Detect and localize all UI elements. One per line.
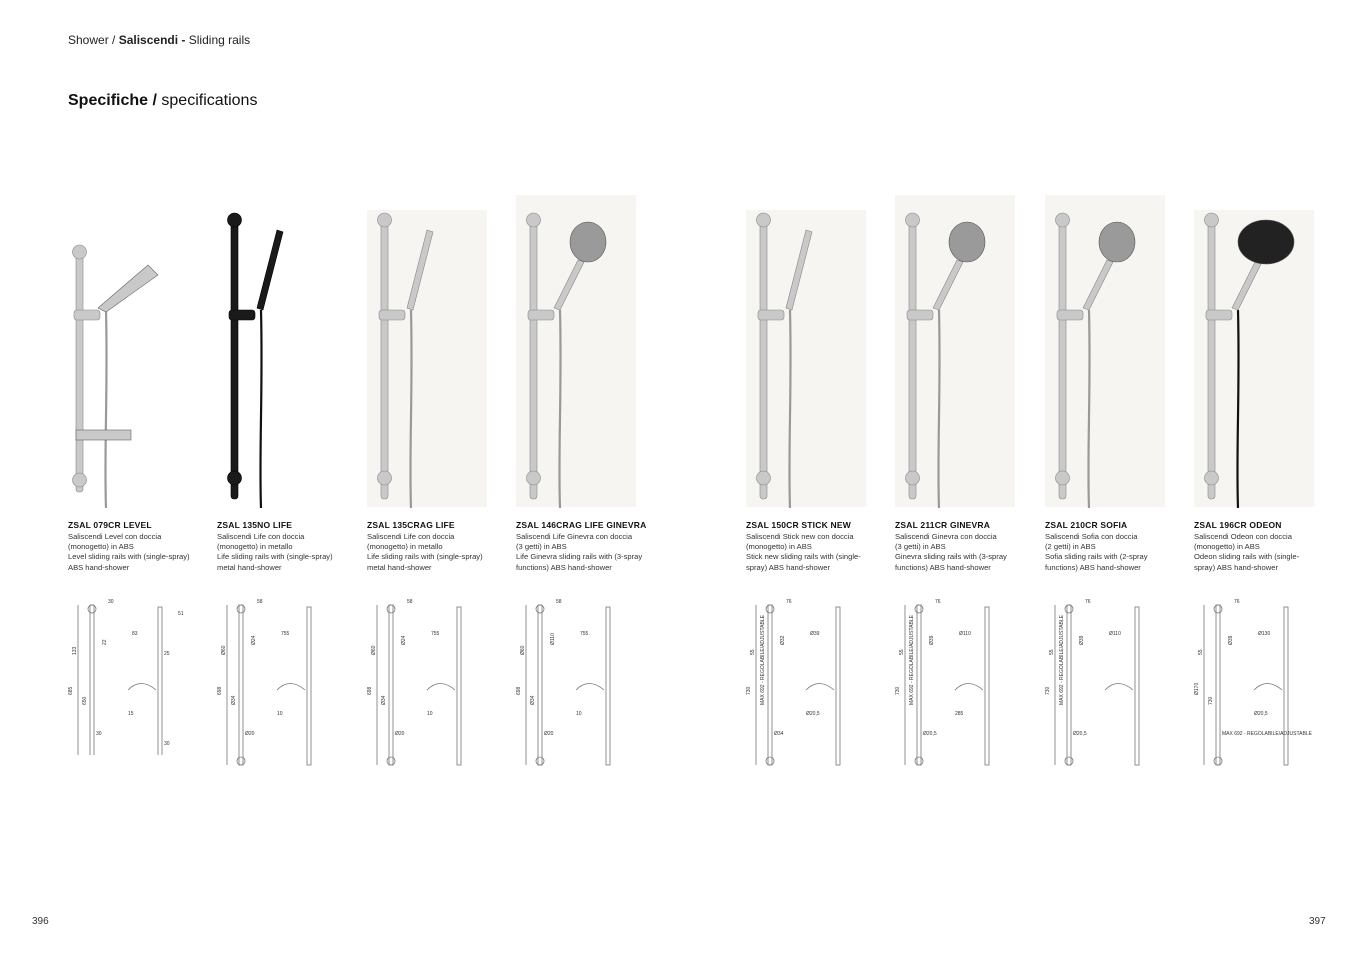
product-desc-en-2: functions) ABS hand-shower: [1045, 562, 1141, 572]
wall-bracket: [228, 471, 242, 485]
dimension-label: Ø20,5: [806, 711, 820, 717]
drawing-rail-front: [917, 605, 921, 765]
product-desc-en-2: metal hand-shower: [217, 562, 282, 572]
dimension-label: 76: [935, 599, 941, 605]
shower-hose: [105, 310, 106, 508]
product-desc-it-2: (3 getti) in ABS: [895, 542, 946, 552]
rail-bar: [1208, 214, 1215, 499]
product-info: [516, 520, 656, 573]
product-photo: [1045, 190, 1180, 512]
dimension-label: 698: [217, 686, 223, 695]
drawing-rail-side: [457, 607, 461, 765]
black-stick-rail-icon: [217, 190, 352, 512]
dimension-label: Ø60: [221, 645, 227, 655]
wall-bracket: [228, 213, 242, 227]
dimension-label: Ø110: [550, 633, 556, 645]
breadcrumb-section: Shower /: [68, 33, 116, 47]
dimension-label: Ø24: [251, 635, 257, 645]
drawing-rail-side: [836, 607, 840, 765]
title-english: specifications: [161, 92, 258, 109]
breadcrumb: [68, 33, 250, 47]
dimension-label: 10: [277, 711, 283, 717]
rail-bar: [760, 214, 767, 499]
drawing-rail-side: [1284, 607, 1288, 765]
wall-bracket: [527, 213, 541, 227]
product-photo: [217, 190, 352, 512]
slider-holder: [758, 310, 784, 320]
dimension-label: 755: [580, 631, 589, 637]
round-shower-head: [1099, 222, 1135, 262]
dimension-label: Ø130: [1258, 631, 1271, 637]
dimension-label: 55: [1049, 649, 1055, 655]
product-photo: [895, 190, 1030, 512]
shower-hose: [938, 310, 939, 508]
slider-holder: [528, 310, 554, 320]
breadcrumb-category: Saliscendi: [118, 33, 179, 47]
drawing-bracket: [915, 757, 923, 765]
dimension-label: 76: [1085, 599, 1091, 605]
slider-holder: [229, 310, 255, 320]
product-info: [367, 520, 507, 573]
dimension-label: Ø34: [231, 695, 237, 705]
shower-hose: [260, 310, 261, 508]
wall-bracket: [73, 245, 87, 259]
chrome-stick-rail-icon: [367, 190, 502, 512]
dimension-label: 730: [1208, 696, 1214, 705]
dimension-label: Ø32: [780, 635, 786, 645]
product-code: ZSAL 135CRAG LIFE: [367, 520, 455, 530]
product-info: [1194, 520, 1334, 573]
dimension-label: Ø39: [1079, 635, 1085, 645]
product-info: [68, 520, 208, 573]
drawing-rail-side: [1135, 607, 1139, 765]
round-shower-head: [1238, 220, 1294, 264]
breadcrumb-separator: -: [181, 33, 186, 47]
stick-new-rail-icon: [746, 190, 881, 512]
drawing-hose-profile: [806, 684, 834, 690]
drawing-bracket: [237, 757, 245, 765]
wall-bracket: [527, 471, 541, 485]
dimension-label: Ø110: [959, 631, 971, 637]
product-desc-it-2: (monogetto) in metallo: [367, 542, 443, 552]
technical-drawing: [367, 595, 497, 775]
dimension-label: Ø34: [530, 695, 536, 705]
dimension-label: MAX 692 - REGOLABILE/ADJUSTABLE: [1222, 731, 1312, 737]
product-desc-it-2: (3 getti) in ABS: [516, 542, 567, 552]
product-desc-en-2: ABS hand-shower: [68, 562, 130, 572]
shower-hose: [1237, 310, 1238, 508]
dimension-label: 10: [576, 711, 582, 717]
dimension-label: Ø60: [520, 645, 526, 655]
product-desc-en-1: Ginevra sliding rails with (3-spray: [895, 552, 1007, 562]
dimension-label: Ø34: [381, 695, 387, 705]
wall-bracket: [1056, 213, 1070, 227]
dimension-label: Ø110: [1109, 631, 1121, 637]
rail-bar: [1059, 214, 1066, 499]
product-info: [1045, 520, 1185, 573]
product-desc-it-2: (monogetto) in ABS: [746, 542, 812, 552]
wall-bracket: [757, 213, 771, 227]
product-code: ZSAL 135NO LIFE: [217, 520, 293, 530]
rail-bar: [909, 214, 916, 499]
dimension-label: Ø170: [1194, 682, 1200, 695]
rail-bar: [76, 252, 83, 492]
round-shower-head: [949, 222, 985, 262]
sofia-rail-icon: [1045, 190, 1180, 512]
product-desc-it-1: Saliscendi Level con doccia: [68, 532, 162, 541]
dimension-label: Ø34: [774, 731, 784, 737]
product-desc-it-2: (monogetto) in metallo: [217, 542, 293, 552]
product-desc-it-1: Saliscendi Stick new con doccia: [746, 532, 854, 541]
dimension-label: 55: [899, 649, 905, 655]
dimension-label: 133: [72, 646, 78, 655]
product-desc-en-2: functions) ABS hand-shower: [895, 562, 991, 572]
product-desc-en-1: Level sliding rails with (single-spray): [68, 552, 190, 562]
dimension-label: 51: [178, 611, 184, 617]
product-code: ZSAL 150CR STICK NEW: [746, 520, 851, 530]
product-code: ZSAL 210CR SOFIA: [1045, 520, 1128, 530]
technical-drawing: [746, 595, 876, 775]
round-head-rail-icon: [516, 190, 651, 512]
dimension-label: 58: [257, 599, 263, 605]
dimension-label: Ø20,5: [1254, 711, 1268, 717]
product-photo: [746, 190, 881, 512]
page-number-right: 397: [1309, 916, 1326, 927]
product-desc-en-1: Life sliding rails with (single-spray): [367, 552, 483, 562]
product-info: [746, 520, 886, 573]
shower-hose: [410, 310, 411, 508]
page-title: [68, 92, 257, 110]
dimension-label: Ø39: [1228, 635, 1234, 645]
drawing-bracket: [1065, 757, 1073, 765]
product-desc-en-1: Stick new sliding rails with (single-: [746, 552, 861, 562]
drawing-hose-profile: [128, 684, 156, 690]
drawing-rail-side: [307, 607, 311, 765]
product-desc-en-1: Sofia sliding rails with (2-spray: [1045, 552, 1148, 562]
drawing-rail-side: [606, 607, 610, 765]
technical-drawing: [516, 595, 646, 775]
drawing-bracket: [387, 757, 395, 765]
slider-holder: [1206, 310, 1232, 320]
drawing-rail-front: [389, 605, 393, 765]
drawing-bracket: [536, 757, 544, 765]
drawing-hose-profile: [427, 684, 455, 690]
product-photo: [1194, 190, 1329, 512]
dimension-label: 730: [1045, 686, 1051, 695]
dimension-label: 58: [556, 599, 562, 605]
title-slash: /: [152, 92, 157, 109]
dimension-label: Ø20,5: [923, 731, 937, 737]
product-desc-it-1: Saliscendi Odeon con doccia: [1194, 532, 1292, 541]
technical-drawing: [895, 595, 1025, 775]
drawing-hose-profile: [277, 684, 305, 690]
drawing-rail-side: [985, 607, 989, 765]
product-desc-it-1: Saliscendi Life con doccia: [367, 532, 455, 541]
slider-holder: [907, 310, 933, 320]
product-desc-en-2: spray) ABS hand-shower: [1194, 562, 1278, 572]
dimension-label: Ø39: [929, 635, 935, 645]
drawing-rail-front: [90, 605, 94, 755]
dimension-label: 698: [516, 686, 522, 695]
dimension-label: Ø60: [371, 645, 377, 655]
stick-handshower: [257, 230, 283, 310]
product-desc-en-1: Odeon sliding rails with (single-: [1194, 552, 1300, 562]
wall-bracket: [73, 473, 87, 487]
dimension-label: 30: [96, 731, 102, 737]
ginevra-rail-icon: [895, 190, 1030, 512]
square-head-rail-icon: [68, 190, 203, 512]
product-desc-it-2: (2 getti) in ABS: [1045, 542, 1096, 552]
technical-drawing: [1194, 595, 1334, 775]
soap-dish: [76, 430, 131, 440]
product-code: ZSAL 079CR LEVEL: [68, 520, 152, 530]
dimension-label: 730: [746, 686, 752, 695]
drawing-hose-profile: [1254, 684, 1282, 690]
dimension-label: 650: [82, 696, 88, 705]
product-code: ZSAL 146CRAG LIFE GINEVRA: [516, 520, 647, 530]
dimension-label: 55: [1198, 649, 1204, 655]
drawing-rail-front: [239, 605, 243, 765]
wall-bracket: [1056, 471, 1070, 485]
product-photo: [367, 190, 502, 512]
dimension-label: Ø20: [395, 731, 405, 737]
dimension-label: 76: [1234, 599, 1240, 605]
product-desc-en-2: functions) ABS hand-shower: [516, 562, 612, 572]
product-info: [217, 520, 357, 573]
page-number-left: 396: [32, 916, 49, 927]
rail-bar: [381, 214, 388, 499]
dimension-label: 685: [68, 686, 74, 695]
dimension-label: 22: [102, 639, 108, 645]
dimension-label: 755: [431, 631, 440, 637]
dimension-label: 15: [128, 711, 134, 717]
square-shower-head: [98, 265, 158, 312]
drawing-bracket: [915, 605, 923, 613]
dimension-label: 76: [786, 599, 792, 605]
shower-hose: [559, 310, 560, 508]
drawing-bracket: [1065, 605, 1073, 613]
wall-bracket: [1205, 471, 1219, 485]
product-desc-en-1: Life Ginevra sliding rails with (3-spray: [516, 552, 643, 562]
dimension-label: Ø20,5: [1073, 731, 1087, 737]
product-desc-it-1: Saliscendi Life con doccia: [217, 532, 305, 541]
shower-hose: [1088, 310, 1089, 508]
wall-bracket: [378, 213, 392, 227]
drawing-bracket: [766, 757, 774, 765]
slider-holder: [1057, 310, 1083, 320]
product-desc-it-1: Saliscendi Sofia con doccia: [1045, 532, 1138, 541]
drawing-bracket: [536, 605, 544, 613]
product-info: [895, 520, 1035, 573]
product-code: ZSAL 211CR GINEVRA: [895, 520, 991, 530]
breadcrumb-subcategory: Sliding rails: [188, 33, 251, 47]
product-desc-it-1: Saliscendi Life Ginevra con doccia: [516, 532, 633, 541]
product-desc-it-1: Saliscendi Ginevra con doccia: [895, 532, 997, 541]
dimension-label: 83: [132, 631, 138, 637]
drawing-hose-profile: [576, 684, 604, 690]
drawing-hose-profile: [955, 684, 983, 690]
drawing-bracket: [237, 605, 245, 613]
product-desc-it-2: (monogetto) in ABS: [68, 542, 134, 552]
dimension-label: MAX 692 - REGOLABILE/ADJUSTABLE: [909, 615, 915, 705]
title-italian: Specifiche: [68, 92, 149, 109]
technical-drawing: [217, 595, 347, 775]
product-code: ZSAL 196CR ODEON: [1194, 520, 1282, 530]
dimension-label: 30: [108, 599, 114, 605]
drawing-rail-front: [1067, 605, 1071, 765]
dimension-label: 10: [427, 711, 433, 717]
dimension-label: 30: [164, 741, 170, 747]
round-shower-head: [570, 222, 606, 262]
dimension-label: MAX 692 - REGOLABILE/ADJUSTABLE: [1059, 615, 1065, 705]
product-photo: [68, 190, 203, 512]
product-desc-en-1: Life sliding rails with (single-spray): [217, 552, 333, 562]
dimension-label: 730: [895, 686, 901, 695]
drawing-bracket: [1214, 605, 1222, 613]
product-photo: [516, 190, 651, 512]
drawing-rail-front: [1216, 605, 1220, 765]
dimension-label: Ø20: [544, 731, 554, 737]
dimension-label: 755: [281, 631, 290, 637]
drawing-rail-front: [538, 605, 542, 765]
rail-bar: [530, 214, 537, 499]
shower-hose: [789, 310, 790, 508]
drawing-rail-side: [158, 607, 162, 755]
wall-bracket: [906, 471, 920, 485]
slider-holder: [74, 310, 100, 320]
dimension-label: 285: [955, 711, 964, 717]
dimension-label: Ø24: [401, 635, 407, 645]
dimension-label: Ø39: [810, 631, 820, 637]
wall-bracket: [906, 213, 920, 227]
drawing-rail-front: [768, 605, 772, 765]
drawing-bracket: [766, 605, 774, 613]
drawing-bracket: [387, 605, 395, 613]
dimension-label: 55: [750, 649, 756, 655]
dimension-label: 698: [367, 686, 373, 695]
dimension-label: 25: [164, 651, 170, 657]
dimension-label: Ø20: [245, 731, 255, 737]
drawing-bracket: [88, 605, 96, 613]
drawing-hose-profile: [1105, 684, 1133, 690]
wall-bracket: [378, 471, 392, 485]
product-desc-it-2: (monogetto) in ABS: [1194, 542, 1260, 552]
technical-drawing: [1045, 595, 1175, 775]
dimension-label: 58: [407, 599, 413, 605]
drawing-bracket: [1214, 757, 1222, 765]
product-desc-en-2: metal hand-shower: [367, 562, 432, 572]
wall-bracket: [757, 471, 771, 485]
odeon-rail-icon: [1194, 190, 1329, 512]
dimension-label: MAX 692 - REGOLABILE/ADJUSTABLE: [760, 615, 766, 705]
wall-bracket: [1205, 213, 1219, 227]
technical-drawing: [68, 595, 198, 755]
rail-bar: [231, 214, 238, 499]
product-desc-en-2: spray) ABS hand-shower: [746, 562, 830, 572]
slider-holder: [379, 310, 405, 320]
